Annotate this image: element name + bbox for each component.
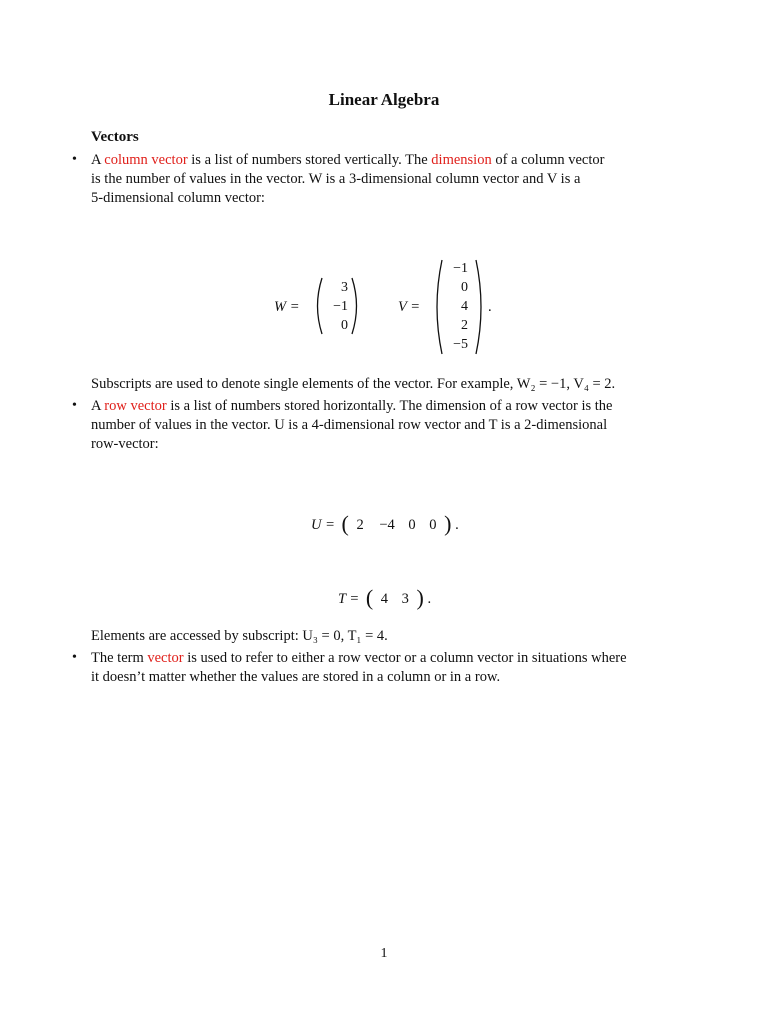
text: is a list of numbers stored horizontally. The dimension of a row vector is the bbox=[166, 398, 613, 414]
u-row-vector bbox=[311, 511, 459, 537]
bullet-marker: • bbox=[72, 398, 77, 413]
bullet-line bbox=[91, 649, 679, 668]
v-entry-3: 4 bbox=[461, 299, 468, 314]
t-equals: T = bbox=[338, 591, 360, 607]
term-dimension: dimension bbox=[431, 152, 492, 168]
w-right-paren bbox=[350, 276, 362, 336]
u-entry-4: 0 bbox=[429, 517, 437, 533]
term-vector: vector bbox=[147, 650, 184, 666]
bullet-vector-term bbox=[91, 649, 679, 687]
u-equals: U = bbox=[311, 517, 335, 533]
t-period: . bbox=[427, 591, 432, 607]
t-row-vector bbox=[338, 585, 431, 611]
bullet-marker: • bbox=[72, 650, 77, 665]
t-entry-2: 3 bbox=[401, 591, 409, 607]
subscript-note: Subscripts are used to denote single elements of the vector. For example, W₂ = −1, V₄ = 2. bbox=[91, 376, 616, 392]
u-right-paren: ) bbox=[444, 511, 452, 536]
page-number: 1 bbox=[380, 946, 388, 961]
bullet-line: is the number of values in the vector. W is a 3-dimensional column vector and V is a bbox=[91, 171, 581, 187]
w-label bbox=[274, 299, 300, 316]
bullet-line bbox=[91, 151, 679, 170]
bullet-line: it doesn’t matter whether the values are stored in a column or in a row. bbox=[91, 669, 501, 685]
t-entry-1: 4 bbox=[380, 591, 389, 607]
v-entry-5: −5 bbox=[453, 337, 468, 352]
bullet-line bbox=[91, 397, 679, 416]
u-left-paren: ( bbox=[341, 511, 349, 536]
text: A bbox=[91, 152, 105, 168]
bullet-marker: • bbox=[72, 152, 77, 167]
u-entry-2: −4 bbox=[379, 517, 395, 533]
w-equals: W = bbox=[274, 299, 300, 315]
term-row-vector: row vector bbox=[104, 398, 167, 414]
text: is a list of numbers stored vertically. The bbox=[187, 152, 432, 168]
bullet-line: 5-dimensional column vector: bbox=[91, 190, 265, 206]
v-equals: V = bbox=[398, 299, 421, 315]
t-left-paren: ( bbox=[365, 585, 374, 610]
text: The term bbox=[91, 650, 148, 666]
text: is used to refer to either a row vector or a column vector in situations where bbox=[183, 650, 627, 666]
w-entry-3: 0 bbox=[341, 318, 348, 333]
u-entry-1: 2 bbox=[356, 517, 364, 533]
w-entry-2: −1 bbox=[333, 299, 348, 314]
text: A bbox=[91, 398, 105, 414]
section-heading: Vectors bbox=[91, 129, 139, 145]
bullet-line: number of values in the vector. U is a 4-dimensional row vector and T is a 2-dimensional bbox=[91, 417, 608, 433]
v-label bbox=[398, 299, 420, 316]
u-entry-3: 0 bbox=[408, 517, 416, 533]
text: of a column vector bbox=[491, 152, 605, 168]
access-note: Elements are accessed by subscript: U₃ = 0, T₁ = 4. bbox=[91, 628, 388, 644]
u-period: . bbox=[455, 517, 459, 533]
page-title: Linear Algebra bbox=[328, 90, 440, 109]
bullet-row-vector bbox=[91, 397, 679, 454]
w-entry-1: 3 bbox=[341, 280, 348, 295]
v-right-paren bbox=[474, 258, 486, 356]
v-entry-1: −1 bbox=[453, 261, 468, 276]
v-entry-2: 0 bbox=[461, 280, 468, 295]
v-period: . bbox=[488, 299, 492, 315]
t-right-paren: ) bbox=[416, 585, 424, 610]
bullet-line: row-vector: bbox=[91, 436, 159, 452]
bullet-column-vector bbox=[91, 151, 679, 208]
v-entry-4: 2 bbox=[461, 318, 468, 333]
term-column-vector: column vector bbox=[104, 152, 188, 168]
